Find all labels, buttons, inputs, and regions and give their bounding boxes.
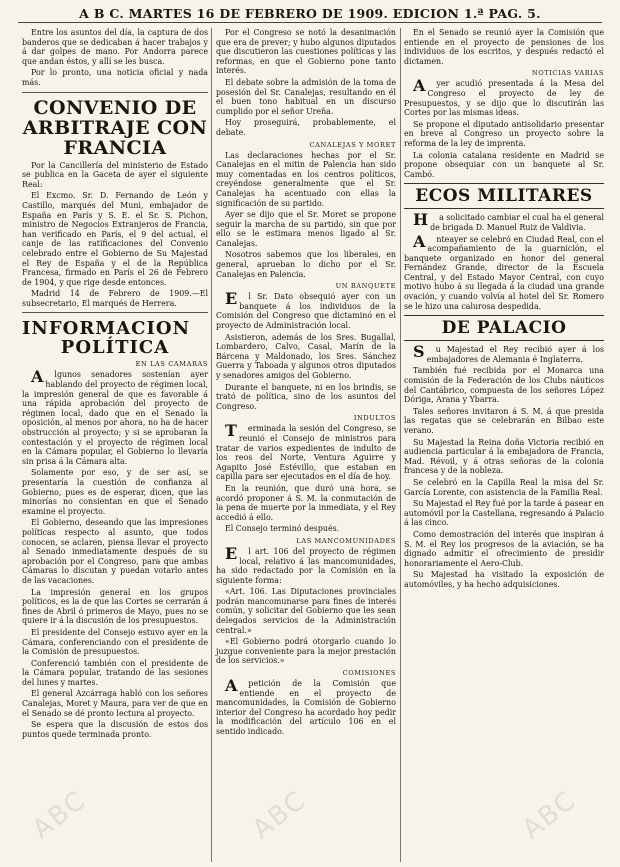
- article-paragraph: Su Majestad el Rey fué por la tarde á pasear en automóvil por la Castellana, regresando á Palacio á las cinco.: [404, 499, 604, 528]
- article-paragraph: El Consejo terminó después.: [225, 524, 340, 534]
- de-palacio-title: DE PALACIO: [404, 315, 604, 341]
- info-subheading: EN LAS CAMARAS: [135, 360, 208, 369]
- article-paragraph: Ayer se dijo que el Sr. Moret se propone seguir la marcha de su partido, sin que por ello se le estimara menos ligado al Sr. Canalejas.: [216, 210, 396, 248]
- article-paragraph: Su Majestad la Reina doña Victoria recibió en audiencia particular á la embajadora de Francia, Mad. Révoil, y á otras señoras de la colonia francesa y de la nobleza.: [404, 437, 604, 476]
- convenio-title: CONVENIO DE ARBITRAJE CON FRANCIA: [22, 96, 208, 159]
- header-rule: [18, 22, 602, 23]
- article-paragraph: Algunos senadores sostenían ayer hablando del proyecto de régimen local, la impresión general de que es favorable á una rápida aprobación del proyecto de régimen local, dado que en el Senado la oposición, al menos por ahora, no ha de hacer obstrucción al proyecto; y si se aprobaran la contestación y el proyecto de régimen local en la Cámara popular, el Gobierno lo llevaría sin prisa á la Cámara alta.: [22, 367, 208, 466]
- column-divider: [400, 28, 401, 862]
- section-separator: [22, 92, 208, 93]
- article-paragraph: Ha solicitado cambiar el cual ha el general de brigada D. Manuel Ruiz de Valdivia.: [413, 210, 604, 232]
- section-separator: [22, 312, 208, 313]
- info-title-line-1: INFORMACION: [22, 318, 191, 340]
- article-paragraph: El art. 106 del proyecto de régimen local, relativo á las mancomunidades, ha sido redactado por la Comisión en la siguiente forma:: [216, 543, 396, 585]
- article-paragraph: También fué recibida por el Monarca una comisión de la Federación de los Clubs náuticos del Cantábrico, compuesta de los señores López Dóriga, Arana y Ybarra.: [404, 366, 604, 405]
- article-paragraph: El presidente del Consejo estuvo ayer en la Cámara, conferenciando con el presidente de la Comisión de presupuestos.: [22, 627, 208, 657]
- page-header: A B C. MARTES 16 DE FEBRERO DE 1909. EDICION 1.ª PAG. 5.: [79, 6, 541, 21]
- article-paragraph: Hoy proseguirá, probablemente, el debate.: [216, 118, 396, 137]
- article-paragraph: Las declaraciones hechas por el Sr. Canalejas en el mitin de Palencia han sido muy comentadas en los centros políticos, creyéndose generalmente que el Sr. Canalejas ha acentuado con ellas la significación de su partido.: [216, 150, 396, 208]
- abc-watermark: ABC: [247, 784, 313, 846]
- article-paragraph: El general Azcárraga habló con los señores Canalejas, Moret y Maura, para ver de que en el Senado se dé pronto lectura al proyecto.: [22, 689, 208, 718]
- article-paragraph: Su Majestad ha visitado la exposición de automóviles, y ha hecho adquisiciones.: [404, 570, 604, 589]
- article-paragraph: Anteayer se celebró en Ciudad Real, con el acompañamiento de la guarnición, el banquete organizado en honor del general Fernández Grande, director de la Escuela Central, y del Estado Mayor Central, con cuyo motivo hubo á su llegada á la ciudad una grande ovación, y cuando volvía al hotel del Sr. Romero se le hizo una calurosa despedida.: [404, 231, 604, 311]
- article-paragraph: Como demostración del interés que inspiran á S. M. el Rey los progresos de la aviación, se ha dignado admitir el ofrecimiento de presidir honorariamente el Aero-Club.: [404, 529, 604, 568]
- subheading: CANALEJAS Y MORET: [309, 140, 396, 149]
- article-paragraph: Durante el banquete, ni en los brindis, se trató de política, sino de los asuntos del Congreso.: [216, 382, 396, 411]
- column-divider: [211, 28, 212, 862]
- article-paragraph: Se celebró en la Capilla Real la misa del Sr. García Lorente, con asistencia de la Familia Real.: [404, 477, 604, 497]
- article-paragraph: Su Majestad el Rey recibió ayer á los embajadores de Alemania é Inglaterra.: [413, 342, 604, 364]
- subheading: INDULTOS: [353, 414, 396, 423]
- article-paragraph: En el Senado se reunió ayer la Comisión que entiende en el proyecto de pensiones de los individuos de los escritos, y después redactó el dictamen.: [404, 28, 604, 66]
- abc-watermark: ABC: [27, 784, 93, 846]
- article-paragraph: Tales señores invitaron á S. M. á que presida las regatas que se celebrarán en Bilbao este verano.: [404, 406, 604, 435]
- column-1: [22, 28, 208, 741]
- article-paragraph: Ayer acudió presentada á la Mesa del Congreso el proyecto de ley de Presupuestos, y se dijo que lo discutirán las Cortes por las mismas ideas.: [404, 76, 604, 118]
- article-paragraph: Solamente por eso, y de ser así, se presentaría la cuestión de confianza al Gobierno, pues es de esperar, dicen, que las minorías no consientan en que el Senado examine el proyecto.: [22, 468, 208, 516]
- article-paragraph: El Sr. Dato obsequió ayer con un banquete á los individuos de la Comisión del Congreso que dictaminó en el proyecto de Administración local.: [216, 289, 396, 331]
- article-paragraph: Por el Congreso se notó la desanimación que era de prever; y hubo algunos diputados que discutieron las cuestiones políticas y las reformas, en que el Gobierno pone tanto interés.: [216, 28, 396, 76]
- subheading: COMISIONES: [342, 669, 396, 678]
- article-paragraph: Terminada la sesión del Congreso, se reunió el Consejo de ministros para tratar de varios expedientes de indulto de los reos del Norte, Ventura Aguirre y Agapito José Estévillo, que estaban en capilla para ser ejecutados en el día de hoy.: [216, 421, 396, 482]
- article-paragraph: El debate sobre la admisión de la toma de posesión del Sr. Canalejas, resultando en él el buen tono habitual en un discurso cumplido por el señor Ureña.: [216, 77, 396, 116]
- article-paragraph: En la reunión, que duró una hora, se acordó proponer á S. M. la conmutación de la pena de muerte por la inmediata, y el Rey accedió á ello.: [216, 483, 396, 522]
- article-paragraph: Conferenció también con el presidente de la Cámara popular, tratando de las sesiones del lunes y martes.: [22, 658, 208, 687]
- column-2: [216, 28, 396, 739]
- article-paragraph: Por la Cancillería del ministerio de Estado se publica en la Gaceta de ayer el siguiente Real:: [22, 160, 208, 189]
- article-paragraph: Nosotros sabemos que los liberales, en general, aprueban lo dicho por el Sr. Canalejas en Palencia.: [216, 250, 396, 279]
- article-paragraph: La colonia catalana residente en Madrid se propone obsequiar con un banquete al Sr. Cambó.: [404, 150, 604, 179]
- intro-paragraph: Por lo pronto, una noticia oficial y nada más.: [22, 68, 208, 87]
- subheading: LAS MANCOMUNIDADES: [296, 536, 396, 545]
- article-paragraph: Apetición de la Comisión que entiende en el proyecto de mancomunidades, la Comisión de Gobierno interior del Congreso ha acordado hoy pedir la modificación del artículo 106 en el sentido indicado.: [216, 676, 396, 736]
- article-paragraph: Asistieron, además de los Sres. Bugallal, Lombardero, Calvo, Casal, Marín de la Bárcena y Maldonado, los Sres. Sánchez Guerra y Taboada y algunos otros diputados y senadores amigos del Gobierno.: [216, 332, 396, 380]
- subheading: NOTICIAS VARIAS: [531, 69, 604, 78]
- subheading: UN BANQUETE: [335, 282, 396, 291]
- info-title-line-2: POLÍTICA: [60, 337, 170, 359]
- article-paragraph: Se espera que la discusión de estos dos puntos quede terminada pronto.: [22, 720, 208, 739]
- column-3: [404, 28, 604, 592]
- article-paragraph: El Excmo. Sr. D. Fernando de León y Castillo, marqués del Muni, embajador de España en París y S. E. el Sr. S. Pichon, ministro de Negocios Extranjeros de Francia, han verificado en París, el 9 del actual, el canje de las ratificaciones del Convenio celebrado entre el Gobierno de Su Majestad el Rey de España y el de la República Francesa, firmado en París el 26 de Febrero de 1904, y que rige desde entonces.: [22, 191, 208, 287]
- article-paragraph: Se propone el diputado antisolidario presentar en breve al Congreso un proyecto sobre la reforma de la ley de imprenta.: [404, 119, 604, 148]
- article-paragraph: «El Gobierno podrá otorgarlo cuando lo juzgue conveniente para la mejor prestación de los servicios.»: [216, 637, 396, 666]
- ecos-militares-title: ECOS MILITARES: [404, 183, 604, 209]
- article-paragraph: La impresión general en los grupos políticos, es la de que las Cortes se cerrarán á fines de Abril ó primeros de Mayo, pues no se quiere ir á la discusión de los presupuestos.: [22, 587, 208, 626]
- article-paragraph: «Art. 106. Las Diputaciones provinciales podrán mancomunarse para fines de interés común, y solicitar del Gobierno que les sean delegados servicios de la Administración central.»: [216, 587, 396, 635]
- intro-paragraph: Entre los asuntos del día, la captura de dos banderos que se dedicaban á hacer trabajos y á dar golpes de mano. Por Andorra parece que andan éstos, y allí se les busca.: [22, 28, 208, 66]
- article-paragraph: El Gobierno, deseando que las impresiones políticas respecto al asunto, que todos conocen, se aclaren, piensa llevar el proyecto al Senado inmediatamente después de su aprobación por el Congreso, para que ambas Cámaras lo discutan y puedan votarlo antes de las vacaciones.: [22, 518, 208, 585]
- abc-watermark: ABC: [517, 784, 583, 846]
- article-paragraph: Madrid 14 de Febrero de 1909.—El subsecretario, El marqués de Herrera.: [22, 289, 208, 308]
